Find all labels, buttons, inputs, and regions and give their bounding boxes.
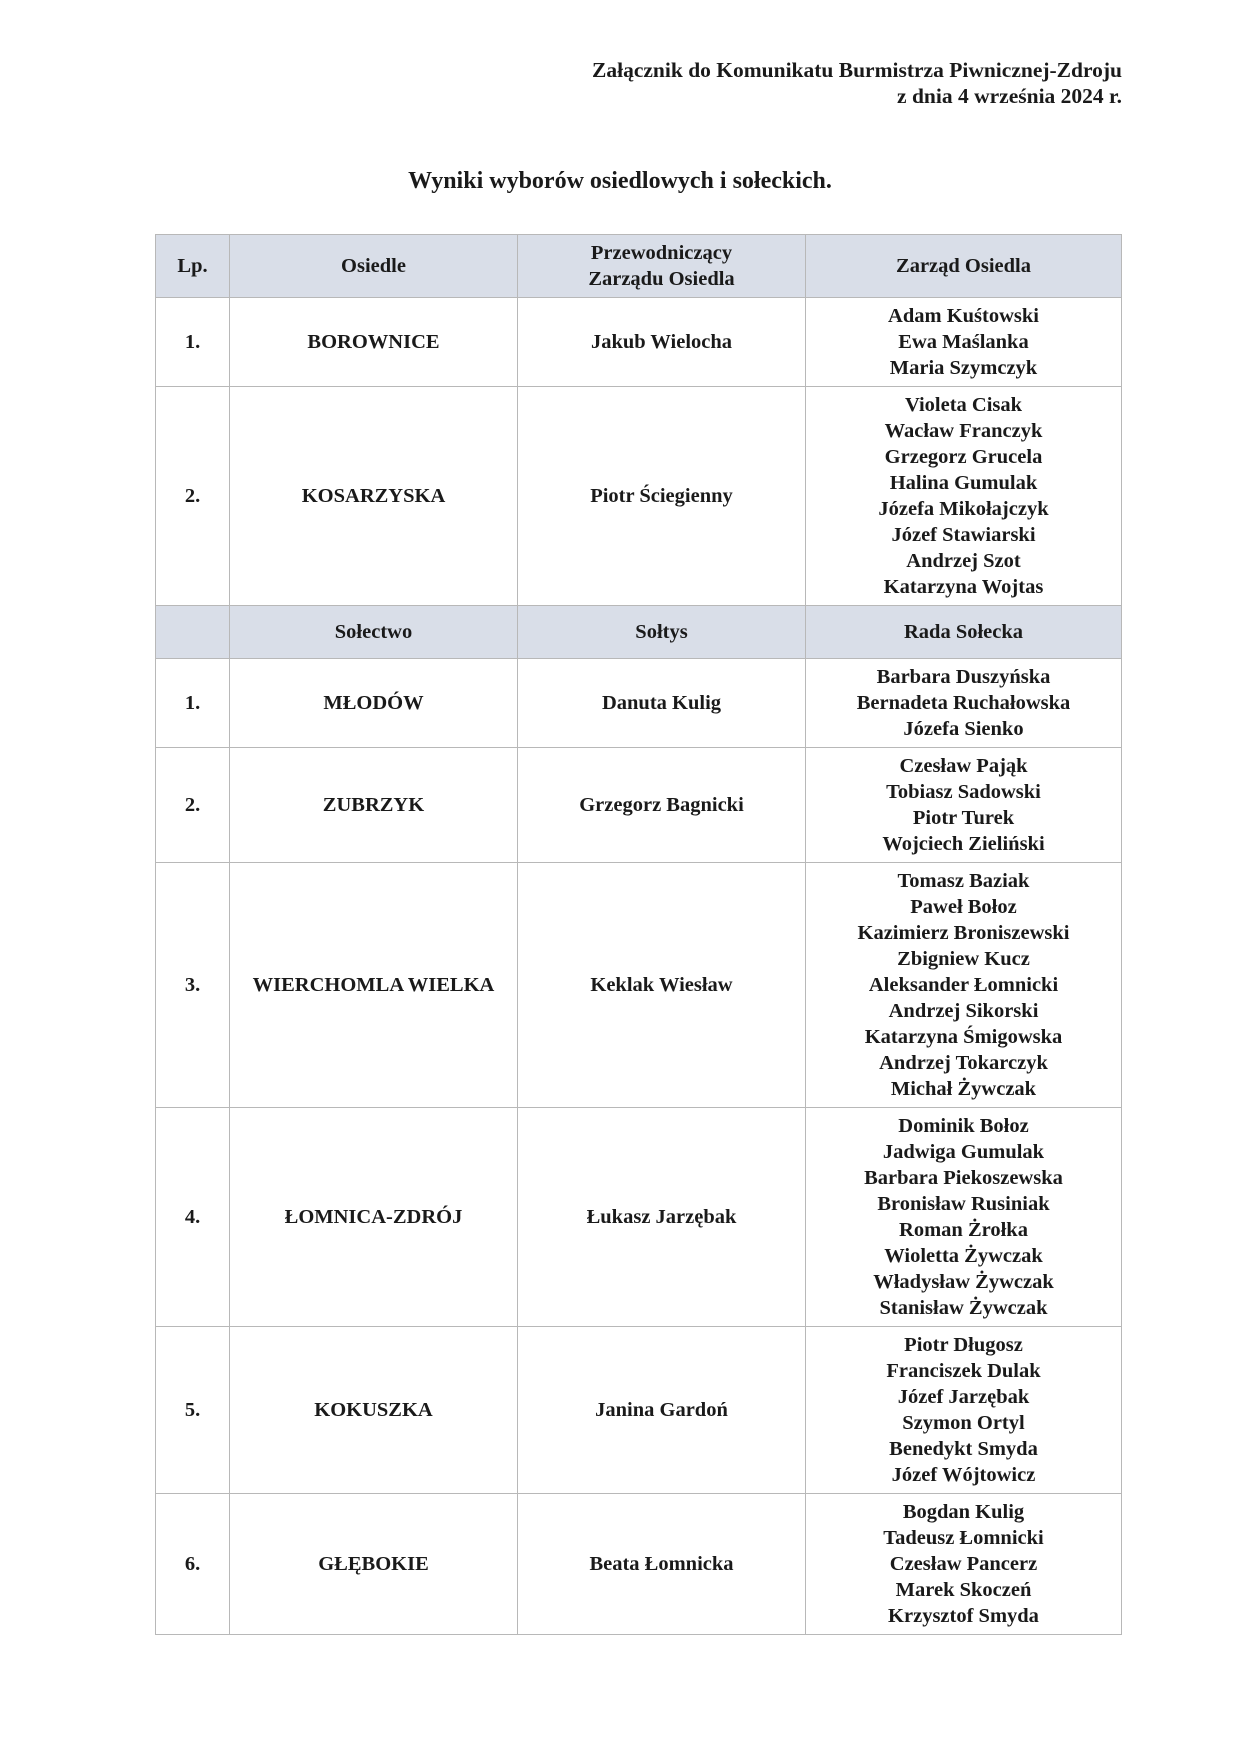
- member-name: Piotr Długosz: [904, 1334, 1023, 1356]
- row-members: [806, 1108, 1122, 1327]
- header-przewodniczacy-line-1: Przewodniczący: [590, 242, 733, 264]
- member-name: Paweł Bołoz: [910, 896, 1017, 918]
- row-leader: Łukasz Jarzębak: [518, 1108, 806, 1327]
- member-name: Halina Gumulak: [889, 472, 1038, 494]
- row-unit-name: WIERCHOMLA WIELKA: [230, 863, 518, 1108]
- osiedle-row: [156, 298, 1122, 387]
- row-unit-name: BOROWNICE: [230, 298, 518, 387]
- member-name: Bogdan Kulig: [902, 1501, 1025, 1523]
- solectwo-row: [156, 863, 1122, 1108]
- solectwo-row: [156, 1108, 1122, 1327]
- member-name: Stanisław Żywczak: [879, 1297, 1048, 1319]
- row-members: [806, 1327, 1122, 1494]
- member-name: Wojciech Zieliński: [882, 833, 1045, 855]
- solectwo-row: [156, 1327, 1122, 1494]
- header-lp-empty: [156, 606, 230, 659]
- member-name: Bronisław Rusiniak: [877, 1193, 1050, 1215]
- member-name: Adam Kuśtowski: [888, 305, 1039, 327]
- member-name: Katarzyna Wojtas: [883, 576, 1044, 598]
- member-name: Czesław Pancerz: [889, 1553, 1038, 1575]
- row-lp: 6.: [156, 1494, 230, 1635]
- member-name: Marek Skoczeń: [895, 1579, 1032, 1601]
- member-name: Franciszek Dulak: [886, 1360, 1041, 1382]
- row-members: [806, 863, 1122, 1108]
- member-name: Piotr Turek: [912, 807, 1015, 829]
- member-name: Tomasz Baziak: [897, 870, 1030, 892]
- member-name: Andrzej Sikorski: [888, 1000, 1039, 1022]
- document-header: [592, 57, 1122, 109]
- header-zarzad: Zarząd Osiedla: [806, 235, 1122, 298]
- row-unit-name: ZUBRZYK: [230, 748, 518, 863]
- solectwo-row: [156, 1494, 1122, 1635]
- row-unit-name: KOSARZYSKA: [230, 387, 518, 606]
- member-name: Dominik Bołoz: [898, 1115, 1029, 1137]
- solectwo-row: [156, 659, 1122, 748]
- row-leader: Beata Łomnicka: [518, 1494, 806, 1635]
- row-unit-name: MŁODÓW: [230, 659, 518, 748]
- header-solectwo: Sołectwo: [230, 606, 518, 659]
- member-name: Tadeusz Łomnicki: [883, 1527, 1044, 1549]
- header-line-2: z dnia 4 września 2024 r.: [897, 84, 1122, 108]
- row-lp: 2.: [156, 387, 230, 606]
- solectwa-header-row: [156, 606, 1122, 659]
- osiedle-row: [156, 387, 1122, 606]
- member-name: Bernadeta Ruchałowska: [856, 692, 1071, 714]
- member-name: Ewa Maślanka: [898, 331, 1029, 353]
- member-name: Benedykt Smyda: [889, 1438, 1038, 1460]
- member-name: Józef Stawiarski: [891, 524, 1036, 546]
- member-name: Tobiasz Sadowski: [886, 781, 1041, 803]
- member-name: Jadwiga Gumulak: [882, 1141, 1045, 1163]
- member-name: Grzegorz Grucela: [884, 446, 1043, 468]
- row-leader: Piotr Ściegienny: [518, 387, 806, 606]
- header-soltys: Sołtys: [518, 606, 806, 659]
- results-table: [155, 234, 1122, 1635]
- row-lp: 5.: [156, 1327, 230, 1494]
- header-rada: Rada Sołecka: [806, 606, 1122, 659]
- row-unit-name: ŁOMNICA-ZDRÓJ: [230, 1108, 518, 1327]
- row-lp: 3.: [156, 863, 230, 1108]
- row-members: [806, 387, 1122, 606]
- member-name: Krzysztof Smyda: [888, 1605, 1039, 1627]
- row-leader: Janina Gardoń: [518, 1327, 806, 1494]
- header-przewodniczacy-line-2: Zarządu Osiedla: [588, 268, 735, 290]
- member-name: Zbigniew Kucz: [897, 948, 1030, 970]
- header-line-1: Załącznik do Komunikatu Burmistrza Piwnicznej-Zdroju: [592, 58, 1122, 82]
- row-leader: Keklak Wiesław: [518, 863, 806, 1108]
- header-przewodniczacy: [518, 235, 806, 298]
- row-leader: Grzegorz Bagnicki: [518, 748, 806, 863]
- member-name: Violeta Cisak: [904, 394, 1023, 416]
- row-members: [806, 748, 1122, 863]
- solectwo-row: [156, 748, 1122, 863]
- page-title: Wyniki wyborów osiedlowych i sołeckich.: [408, 168, 832, 194]
- member-name: Szymon Ortyl: [902, 1412, 1025, 1434]
- row-unit-name: GŁĘBOKIE: [230, 1494, 518, 1635]
- row-members: [806, 298, 1122, 387]
- member-name: Maria Szymczyk: [889, 357, 1038, 379]
- member-name: Katarzyna Śmigowska: [864, 1026, 1063, 1048]
- member-name: Andrzej Szot: [906, 550, 1021, 572]
- member-name: Józefa Sienko: [903, 718, 1024, 740]
- member-name: Józef Jarzębak: [897, 1386, 1030, 1408]
- member-name: Józef Wójtowicz: [891, 1464, 1036, 1486]
- member-name: Kazimierz Broniszewski: [857, 922, 1070, 944]
- member-name: Andrzej Tokarczyk: [879, 1052, 1048, 1074]
- osiedla-header-row: [156, 235, 1122, 298]
- member-name: Wioletta Żywczak: [884, 1245, 1043, 1267]
- row-members: [806, 1494, 1122, 1635]
- row-members: [806, 659, 1122, 748]
- row-unit-name: KOKUSZKA: [230, 1327, 518, 1494]
- row-leader: Danuta Kulig: [518, 659, 806, 748]
- row-lp: 4.: [156, 1108, 230, 1327]
- row-lp: 2.: [156, 748, 230, 863]
- member-name: Józefa Mikołajczyk: [878, 498, 1049, 520]
- row-lp: 1.: [156, 659, 230, 748]
- member-name: Barbara Piekoszewska: [864, 1167, 1063, 1189]
- member-name: Wacław Franczyk: [884, 420, 1043, 442]
- row-leader: Jakub Wielocha: [518, 298, 806, 387]
- member-name: Czesław Pająk: [899, 755, 1028, 777]
- row-lp: 1.: [156, 298, 230, 387]
- member-name: Michał Żywczak: [890, 1078, 1037, 1100]
- member-name: Władysław Żywczak: [873, 1271, 1054, 1293]
- member-name: Roman Żrołka: [899, 1219, 1028, 1241]
- header-lp: Lp.: [156, 235, 230, 298]
- member-name: Aleksander Łomnicki: [868, 974, 1059, 996]
- member-name: Barbara Duszyńska: [876, 666, 1051, 688]
- header-osiedle: Osiedle: [230, 235, 518, 298]
